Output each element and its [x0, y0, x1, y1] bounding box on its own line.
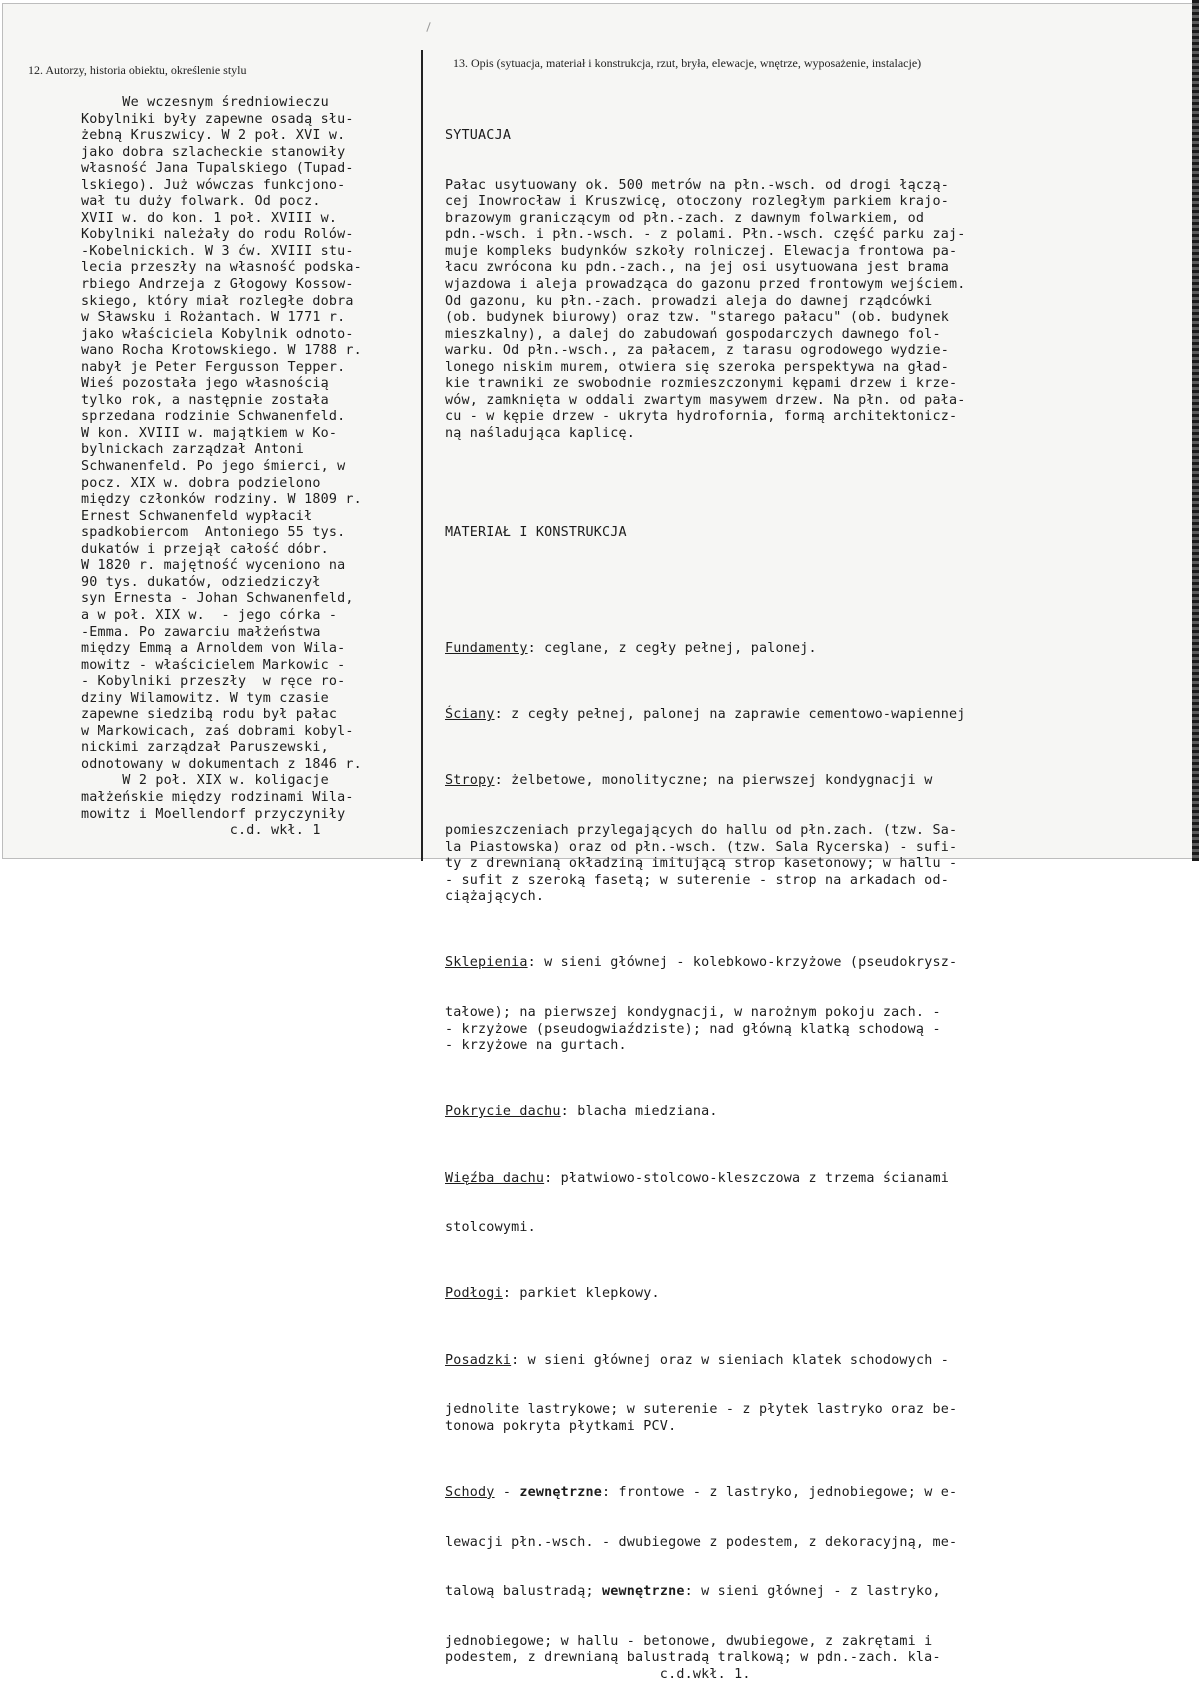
- history-text-line: Kobylniki były zapewne osadą słu-: [81, 111, 354, 127]
- schody-continuation-1: lewacji płn.-wsch. - dwubiegowe z podestem, z dekoracyjną, me-: [445, 1534, 958, 1550]
- history-text-line: sprzedana rodzinie Schwanenfeld.: [81, 409, 346, 425]
- history-text-line: spadkobiercom Antoniego 55 tys.: [81, 525, 346, 541]
- stropy-cont-line: ty z drewnianą okładziną imitującą strop kasetonowy; w hallu -: [445, 856, 958, 872]
- section-title-sytuacja: SYTUACJA: [445, 128, 512, 144]
- sciany-label: Ściany: [445, 707, 495, 723]
- history-text-line: W kon. XVIII w. majątkiem w Ko-: [81, 425, 338, 441]
- spacer: [445, 575, 966, 592]
- sklepienia-cont-line: tałowe); na pierwszej kondygnacji, w narożnym pokoju zach. -: [445, 1005, 941, 1021]
- history-text-line: mowitz - właścicielem Markowic -: [81, 657, 346, 673]
- schody-separator: -: [494, 1484, 520, 1500]
- sytuacja-text-line: ną naśladująca kaplicę.: [445, 425, 636, 441]
- sytuacja-text-line: mieszkalny), a dalej do zabudowań gospodarczych dawnego fol-: [445, 326, 941, 342]
- history-text-line: jako właściciela Kobylnik odnoto-: [81, 326, 354, 342]
- sytuacja-text-line: Od gazonu, ku płn.-zach. prowadzi aleja do dawnej rządcówki: [445, 293, 933, 309]
- history-text-line: tylko rok, a następnie została: [81, 392, 329, 408]
- history-text-line: 90 tys. dukatów, odziedziczył: [81, 574, 321, 590]
- history-text-line: Wieś pozostała jego własnością: [81, 376, 329, 392]
- history-text-line: wano Rocha Krotowskiego. W 1788 r.: [81, 343, 362, 359]
- sytuacja-text-line: wjazdowa i aleja prowadząca do gazonu przed frontowym wejściem.: [445, 277, 966, 293]
- schody-zewnetrzne: zewnętrzne: [519, 1484, 602, 1500]
- posadzki-label: Posadzki: [445, 1352, 512, 1368]
- history-text-line: jako dobra szlacheckie stanowiły: [81, 144, 346, 160]
- column-divider: [421, 50, 423, 861]
- sytuacja-text-line: cej Inowrocław i Kruszwicę, otoczony rozległym parkiem krajo-: [445, 194, 949, 210]
- history-text-line: małżeńskie między rodzinami Wila-: [81, 789, 354, 805]
- history-text-line: wał tu duży folwark. Od pocz.: [81, 194, 321, 210]
- history-text-line: nabył je Peter Fergusson Tepper.: [81, 359, 346, 375]
- history-text-line: lskiego). Już wówczas funkcjono-: [81, 177, 346, 193]
- schody-continuation-3: [445, 1634, 966, 1684]
- pokrycie-line: [445, 1104, 966, 1121]
- history-text-line: między członków rodziny. W 1809 r.: [81, 492, 362, 508]
- sytuacja-text-line: kie trawniki ze swobodnie rozmieszczonymi kępami drzew i krze-: [445, 376, 958, 392]
- wiezba-text: : płatwiowo-stolcowo-kleszczowa z trzema ścianami: [544, 1170, 949, 1186]
- schody-cont-line: jednobiegowe; w hallu - betonowe, dwubiegowe, z zakrętami i: [445, 1633, 933, 1649]
- wiezba-continuation: stolcowymi.: [445, 1220, 536, 1236]
- history-text-line: W 2 poł. XIX w. koligacje: [81, 773, 329, 789]
- history-text-line: -Emma. Po zawarciu małżeństwa: [81, 624, 321, 640]
- sklepienia-continuation: [445, 1005, 966, 1055]
- schody-cont-2b: : w sieni głównej - z lastryko,: [684, 1584, 941, 1600]
- description-text: [445, 95, 966, 1700]
- pokrycie-text: : blacha miedziana.: [560, 1104, 718, 1120]
- history-text-line: w Sławsku i Rożantach. W 1771 r.: [81, 310, 346, 326]
- sklepienia-label: Sklepienia: [445, 955, 528, 971]
- sytuacja-text-line: (ob. budynek biurowy) oraz tzw. "starego pałacu" (ob. budynek: [445, 310, 949, 326]
- section-title-material: MATERIAŁ I KONSTRUKCJA: [445, 525, 627, 541]
- schody-wewnetrzne: wewnętrzne: [601, 1584, 685, 1600]
- wiezba-label: Więźba dachu: [445, 1170, 545, 1186]
- posadzki-cont-line: tonowa pokryta płytkami PCV.: [445, 1418, 677, 1434]
- posadzki-cont-line: jednolite lastrykowe; w suterenie - z płytek lastryko oraz be-: [445, 1402, 958, 1418]
- history-text-line: skiego, który miał rozległe dobra: [81, 293, 354, 309]
- history-text-line: żebną Kruszwicy. W 2 poł. XVI w.: [81, 128, 346, 144]
- history-text: [81, 95, 362, 840]
- history-text-line: a w poł. XIX w. - jego córka -: [81, 607, 338, 623]
- history-text-line: rbiego Andrzeja z Głogowy Kossow-: [81, 277, 354, 293]
- history-text-line: nickimi zarządzał Paruszewski,: [81, 740, 329, 756]
- history-text-line: Ernest Schwanenfeld wypłacił: [81, 508, 313, 524]
- sytuacja-text-line: wów, zamknięta w oddali zwartym masywem drzew. Na płn. od pała-: [445, 392, 966, 408]
- history-text-line: - Kobylniki przeszły w ręce ro-: [81, 674, 346, 690]
- history-text-line: dziny Wilamowitz. W tym czasie: [81, 690, 329, 706]
- left-column-header: 12. Autorzy, historia obiektu, określenie stylu: [28, 63, 247, 77]
- fundamenty-label: Fundamenty: [445, 641, 528, 657]
- pokrycie-label: Pokrycie dachu: [445, 1104, 561, 1120]
- posadzki-line: [445, 1353, 966, 1370]
- history-text-line: syn Ernesta - Johan Schwanenfeld,: [81, 591, 354, 607]
- history-text-line: pocz. XIX w. dobra podzielono: [81, 475, 321, 491]
- podlogi-text: : parkiet klepkowy.: [502, 1286, 660, 1302]
- schody-cont-line: c.d.wkł. 1.: [445, 1666, 751, 1682]
- sytuacja-text-line: cu - w kępie drzew - ukryta hydrofornia, formą architektonicz-: [445, 409, 958, 425]
- schody-continuation-2: [445, 1584, 966, 1601]
- history-text-line: zapewne siedzibą rodu był pałac: [81, 707, 338, 723]
- schody-label: Schody: [445, 1484, 495, 1500]
- sciany-line: [445, 707, 966, 724]
- sytuacja-text-line: pdn.-wsch. i płn.-wsch. - z polami. Płn.-wsch. część parku zaj-: [445, 227, 966, 243]
- stropy-label: Stropy: [445, 773, 495, 789]
- schody-cont-line: podestem, z drewnianą balustradą tralkową; w pdn.-zach. kla-: [445, 1650, 941, 1666]
- fundamenty-text: : ceglane, z cegły pełnej, palonej.: [527, 641, 817, 657]
- history-text-line: mowitz i Moellendorf przyczyniły: [81, 806, 346, 822]
- sytuacja-text-line: lonego niskim murem, otwiera się szeroka perspektywa na gład-: [445, 359, 949, 375]
- sytuacja-text-line: brazowym graniczącym od płn.-zach. z dawnym folwarkiem, od: [445, 210, 925, 226]
- history-text-line: bylnickach zarządzał Antoni: [81, 442, 305, 458]
- history-text-line: XVII w. do kon. 1 poł. XVIII w.: [81, 210, 338, 226]
- posadzki-continuation: [445, 1402, 966, 1435]
- history-text-line: odnotowany w dokumentach z 1846 r.: [81, 756, 362, 772]
- podlogi-line: [445, 1286, 966, 1303]
- history-text-line: w Markowicach, zaś dobrami kobyl-: [81, 723, 354, 739]
- stropy-cont-line: ciążających.: [445, 889, 545, 905]
- sytuacja-text-line: Pałac usytuowany ok. 500 metrów na płn.-wsch. od drogi łączą-: [445, 177, 949, 193]
- sytuacja-paragraph: [445, 178, 966, 443]
- schody-cont-2a: talową balustradą;: [445, 1584, 602, 1600]
- schody-line: [445, 1485, 966, 1502]
- sklepienia-cont-line: - krzyżowe na gurtach.: [445, 1038, 627, 1054]
- sytuacja-text-line: łacu zwrócona ku pdn.-zach., na jej osi usytuowana jest brama: [445, 260, 949, 276]
- sytuacja-text-line: muje kompleks budynków szkoły rolniczej. Elewacja frontowa pa-: [445, 243, 958, 259]
- history-text-line: lecia przeszły na własność podska-: [81, 260, 362, 276]
- stropy-cont-line: - sufit z szeroką fasetą; w suterenie - strop na arkadach od-: [445, 872, 949, 888]
- history-text-line: dukatów i przejął całość dóbr.: [81, 541, 329, 557]
- stropy-cont-line: la Piastowska) oraz od płn.-wsch. (tzw. Sala Rycerska) - sufi-: [445, 839, 958, 855]
- sklepienia-cont-line: - krzyżowe (pseudogwiaździste); nad główną klatką schodową -: [445, 1021, 941, 1037]
- history-text-line: Schwanenfeld. Po jego śmierci, w: [81, 459, 346, 475]
- wiezba-line: [445, 1171, 966, 1188]
- history-text-line: c.d. wkł. 1: [81, 823, 321, 839]
- sklepienia-text: : w sieni głównej - kolebkowo-krzyżowe (pseudokrysz-: [527, 955, 958, 971]
- sytuacja-text-line: warku. Od płn.-wsch., za pałacem, z tarasu ogrodowego wydzie-: [445, 343, 949, 359]
- scan-edge: [1192, 0, 1199, 861]
- stropy-continuation: [445, 823, 966, 906]
- history-text-line: Kobylniki należały do rodu Rolów-: [81, 227, 354, 243]
- posadzki-text: : w sieni głównej oraz w sieniach klatek schodowych -: [511, 1352, 949, 1368]
- sciany-text: : z cegły pełnej, palonej na zaprawie cementowo-wapiennej: [494, 707, 966, 723]
- schody-text: : frontowe - z lastryko, jednobiegowe; w e-: [602, 1484, 958, 1500]
- right-column-header: 13. Opis (sytuacja, materiał i konstrukcja, rzut, bryła, elewacje, wnętrze, wyposażenie, instalacje): [453, 56, 922, 70]
- history-text-line: własność Jana Tupalskiego (Tupad-: [81, 161, 354, 177]
- spacer: [445, 476, 966, 493]
- history-text-line: W 1820 r. majętność wyceniono na: [81, 558, 346, 574]
- history-text-line: -Kobelnickich. W 3 ćw. XVIII stu-: [81, 243, 354, 259]
- history-text-line: między Emmą a Arnoldem von Wila-: [81, 641, 346, 657]
- history-text-line: We wczesnym średniowieczu: [81, 95, 329, 110]
- podlogi-label: Podłogi: [445, 1286, 503, 1302]
- stropy-cont-line: pomieszczeniach przylegających do hallu od płn.zach. (tzw. Sa-: [445, 823, 958, 839]
- stropy-text: : żelbetowe, monolityczne; na pierwszej kondygnacji w: [494, 773, 933, 789]
- stropy-line: [445, 773, 966, 790]
- sklepienia-line: [445, 955, 966, 972]
- fundamenty-line: [445, 641, 966, 658]
